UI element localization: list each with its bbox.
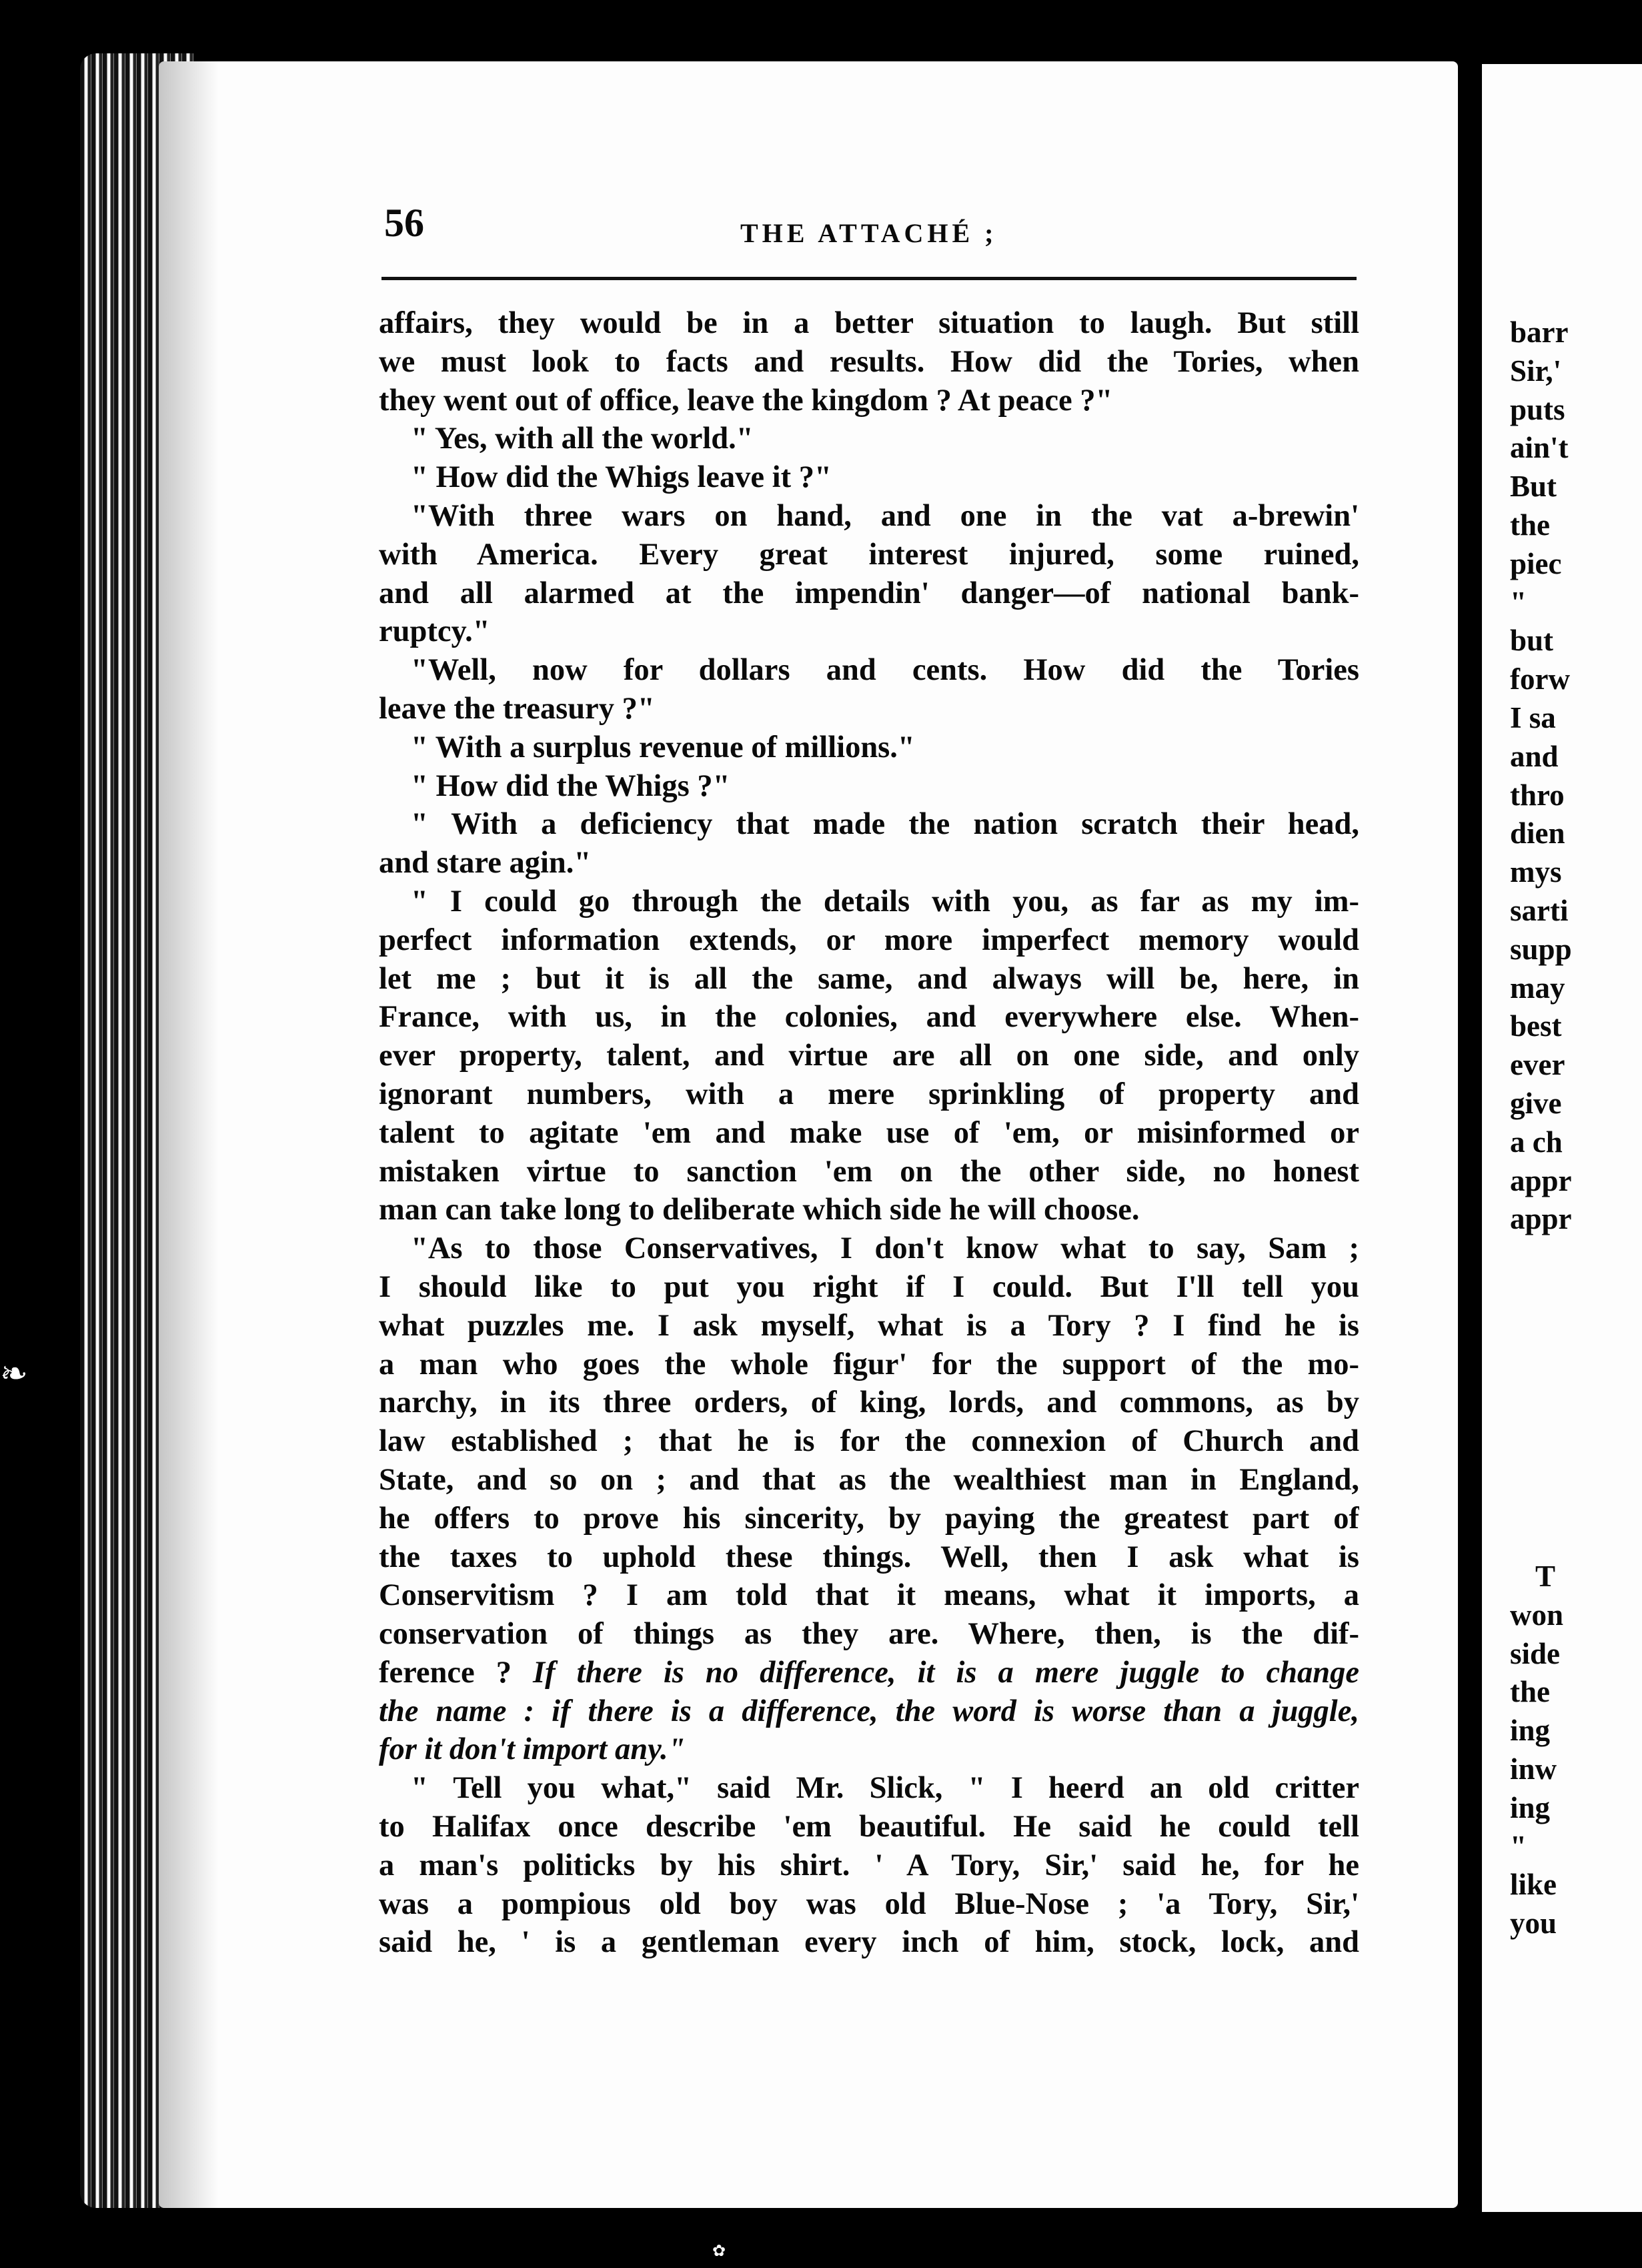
text-line: " How did the Whigs ?" (411, 768, 730, 803)
header-rule (381, 277, 1357, 280)
text-line: they went out of office, leave the kingdom ? At peace ?" (379, 383, 1113, 418)
facing-page-fragment: you (1510, 1906, 1557, 1940)
text-line: ruptcy." (379, 614, 490, 649)
facing-page-fragment: may (1510, 971, 1565, 1005)
facing-page-fragment: piec (1510, 546, 1562, 580)
text-line: narchy, in its three orders, of king, lords, and commons, as by (379, 1385, 1359, 1420)
facing-page-fragment: " (1510, 585, 1527, 619)
text-line: a man's politicks by his shirt. ' A Tory, Sir,' said he, for he (379, 1848, 1359, 1882)
roman-text: ference ? (379, 1655, 534, 1690)
text-line: "Well, now for dollars and cents. How did the Tories (411, 653, 1359, 688)
text-line: State, and so on ; and that as the wealthiest man in England, (379, 1462, 1359, 1497)
text-line: for it don't import any." (379, 1732, 686, 1767)
italic-text: If there is no difference, it is a mere juggle to change (533, 1655, 1359, 1690)
text-line: the taxes to uphold these things. Well, then I ask what is (379, 1540, 1359, 1574)
facing-page-fragment: I sa (1510, 701, 1556, 734)
text-line: said he, ' is a gentleman every inch of him, stock, lock, and (379, 1925, 1359, 1960)
text-line: " Yes, with all the world." (411, 422, 754, 456)
page-body (379, 304, 1359, 1962)
text-line: perfect information extends, or more imperfect memory would (379, 923, 1359, 957)
facing-page-fragment: a ch (1510, 1125, 1563, 1159)
facing-page-fragment: appr (1510, 1202, 1572, 1236)
text-line: man can take long to deliberate which side he will choose. (379, 1193, 1140, 1227)
text-line: law established ; that he is for the connexion of Church and (379, 1424, 1359, 1459)
text-line: a man who goes the whole figur' for the support of the mo- (379, 1347, 1359, 1381)
text-line: talent to agitate 'em and make use of 'em, or misinformed or (379, 1115, 1359, 1150)
facing-page-fragment: sarti (1510, 894, 1569, 927)
facing-page-fragment: appr (1510, 1163, 1572, 1197)
facing-page-fragment: the (1510, 1675, 1550, 1709)
text-line: mistaken virtue to sanction 'em on the other side, no honest (379, 1154, 1359, 1189)
text-line: with America. Every great interest injured, some ruined, (379, 537, 1359, 572)
facing-page-fragment: like (1510, 1868, 1557, 1902)
text-line: let me ; but it is all the same, and always will be, here, in (379, 961, 1359, 996)
facing-page-fragment: side (1510, 1636, 1561, 1670)
text-line: "As to those Conservatives, I don't know what to say, Sam ; (411, 1231, 1359, 1266)
facing-page-fragment: won (1510, 1598, 1564, 1632)
facing-page-fragment: thro (1510, 778, 1565, 812)
text-line: ignorant numbers, with a mere sprinkling of property and (379, 1077, 1359, 1111)
facing-page-fragment: But (1510, 470, 1557, 504)
facing-page-fragment: best (1510, 1009, 1562, 1043)
text-line: " Tell you what," said Mr. Slick, " I heerd an old critter (411, 1771, 1359, 1806)
facing-page-fragment: mys (1510, 855, 1562, 889)
text-line: and stare agin." (379, 846, 592, 881)
facing-page-fragment: ever (1510, 1048, 1565, 1082)
text-line: to Halifax once describe 'em beautiful. He said he could tell (379, 1810, 1359, 1844)
facing-page-fragment: forw (1510, 662, 1570, 696)
gutter-shadow (159, 61, 219, 2208)
running-head: THE ATTACHÉ ; (740, 218, 998, 248)
page-number: 56 (384, 201, 424, 245)
facing-page-fragment: but (1510, 624, 1554, 658)
facing-page-fragment: dien (1510, 816, 1565, 851)
text-line: "With three wars on hand, and one in the vat a-brewin' (411, 498, 1359, 533)
text-line: I should like to put you right if I could. But I'll tell you (379, 1269, 1359, 1304)
facing-page-fragment: ing (1510, 1790, 1551, 1824)
margin-ornament-icon: ❧ (0, 1355, 28, 1392)
facing-page-fragment: barr (1510, 316, 1569, 349)
text-line: " I could go through the details with you, as far as my im- (411, 884, 1359, 919)
facing-page-fragment: inw (1510, 1752, 1557, 1786)
text-line: affairs, they would be in a better situation to laugh. But still (379, 306, 1359, 340)
text-line: conservation of things as they are. Where, then, is the dif- (379, 1617, 1359, 1652)
text-line: leave the treasury ?" (379, 691, 655, 726)
text-line: he offers to prove his sincerity, by paying the greatest part of (379, 1501, 1359, 1536)
text-line: ever property, talent, and virtue are all on one side, and only (379, 1039, 1359, 1073)
facing-page (1482, 64, 1642, 2212)
facing-page-fragment: puts (1510, 392, 1565, 426)
text-line: " With a surplus revenue of millions." (411, 730, 915, 764)
facing-page-fragment: Sir,' (1510, 354, 1562, 388)
text-line: Conservitism ? I am told that it means, what it imports, a (379, 1578, 1359, 1613)
text-line: " With a deficiency that made the nation scratch their head, (411, 807, 1359, 842)
facing-page-fragment: T (1535, 1560, 1556, 1593)
text-line: what puzzles me. I ask myself, what is a Tory ? I find he is (379, 1308, 1359, 1343)
facing-page-fragment: ain't (1510, 431, 1569, 465)
facing-page-fragment: " (1510, 1829, 1527, 1863)
facing-page-fragment: give (1510, 1087, 1562, 1120)
facing-page-fragment: and (1510, 739, 1559, 773)
text-line: we must look to facts and results. How did the Tories, when (379, 344, 1359, 379)
text-line: and all alarmed at the impendin' danger—of national bank- (379, 576, 1359, 610)
text-line: France, with us, in the colonies, and everywhere else. When- (379, 1000, 1359, 1035)
text-line (379, 1654, 1359, 1692)
text-line: the name : if there is a difference, the word is worse than a juggle, (379, 1694, 1359, 1728)
facing-page-fragment: supp (1510, 932, 1572, 966)
footer-ornament-icon: ✿ (712, 2243, 726, 2260)
facing-page-fragment: ing (1510, 1714, 1551, 1748)
text-line: " How did the Whigs leave it ?" (411, 460, 832, 495)
facing-page-fragment: the (1510, 508, 1550, 542)
text-line: was a pompious old boy was old Blue-Nose ; 'a Tory, Sir,' (379, 1886, 1359, 1921)
